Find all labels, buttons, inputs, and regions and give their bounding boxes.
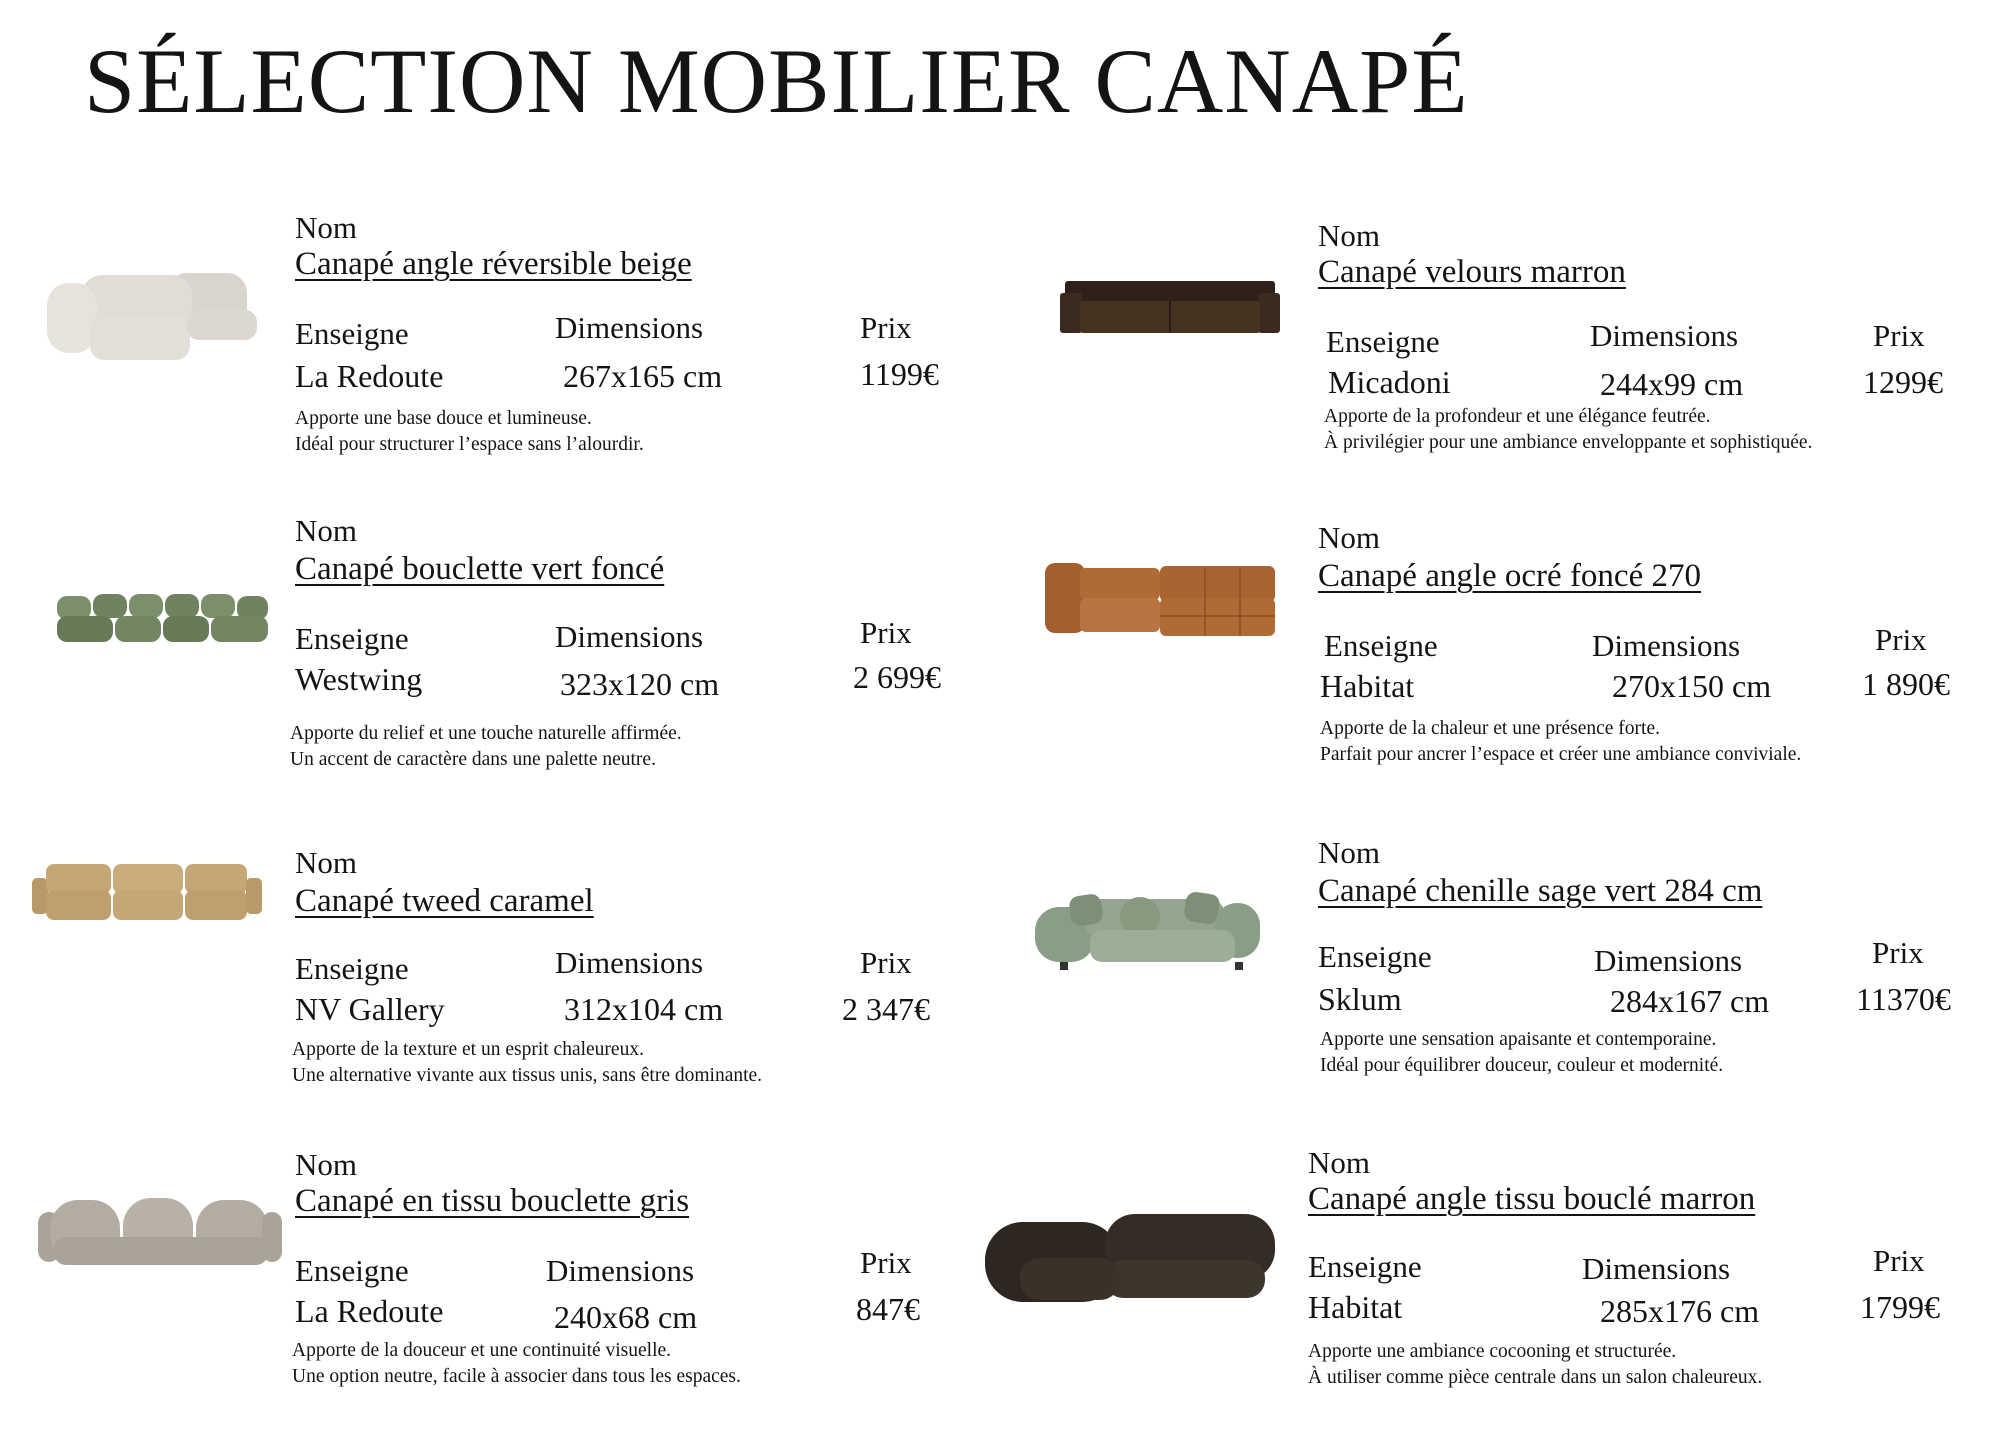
sofa-image [1040,558,1280,638]
product-price: 1799€ [1860,1289,1940,1325]
product-name-link[interactable]: Canapé velours marron [1318,254,1626,290]
product-desc-line-1: Apporte une base douce et lumineuse. [295,408,592,429]
label-price: Prix [1873,1243,1925,1278]
product-desc-line-2: Parfait pour ancrer l’espace et créer une ambiance conviviale. [1320,744,1802,765]
label-name: Nom [1308,1145,1370,1180]
sofa-image [1030,885,1265,975]
page-title: SÉLECTION MOBILIER CANAPÉ [84,30,1469,132]
label-price: Prix [1873,318,1925,353]
label-dimensions: Dimensions [1590,318,1739,353]
product-card-green-boucle-sofa [30,513,941,803]
label-dimensions: Dimensions [1594,943,1743,978]
product-desc-line-1: Apporte de la douceur et une continuité visuelle. [292,1340,672,1361]
product-store: La Redoute [295,358,444,394]
product-desc-line-2: À privilégier pour une ambiance enveloppante et sophistiquée. [1324,432,1813,453]
label-store: Enseigne [295,621,409,656]
product-desc-line-2: À utiliser comme pièce centrale dans un salon chaleureux. [1308,1367,1763,1388]
product-name-link[interactable]: Canapé en tissu bouclette gris [295,1183,690,1219]
label-price: Prix [860,945,912,980]
sofa-image [42,265,282,365]
label-name: Nom [295,513,357,548]
product-price: 847€ [856,1291,920,1327]
product-dimensions: 323x120 cm [560,666,720,702]
label-price: Prix [860,1245,912,1280]
product-name-link[interactable]: Canapé chenille sage vert 284 cm [1318,873,1763,909]
product-dimensions: 267x165 cm [563,358,723,394]
sofa-image [1060,273,1280,343]
product-desc-line-1: Apporte une ambiance cocooning et structurée. [1308,1341,1677,1362]
sofa-image [980,1210,1280,1315]
product-desc-line-1: Apporte de la chaleur et une présence forte. [1320,718,1660,739]
label-dimensions: Dimensions [555,945,704,980]
product-desc-line-2: Un accent de caractère dans une palette neutre. [290,749,656,770]
product-price: 2 347€ [842,991,930,1027]
label-store: Enseigne [295,1253,409,1288]
label-dimensions: Dimensions [546,1253,695,1288]
product-name-link[interactable]: Canapé angle ocré foncé 270 [1318,558,1701,594]
product-store: Micadoni [1328,364,1451,400]
product-store: La Redoute [295,1293,444,1329]
product-dimensions: 285x176 cm [1600,1293,1760,1329]
product-card-ochre-corner-sofa [1040,520,1950,810]
product-card-brown-velvet-sofa [1060,218,1960,508]
product-card-grey-boucle-sofa [30,1147,930,1437]
label-name: Nom [295,845,357,880]
label-name: Nom [1318,835,1380,870]
product-price: 11370€ [1856,981,1951,1017]
label-price: Prix [1872,935,1924,970]
product-store: Sklum [1318,981,1402,1017]
product-dimensions: 284x167 cm [1610,983,1770,1019]
label-price: Prix [1875,622,1927,657]
label-price: Prix [860,310,912,345]
label-name: Nom [295,210,357,245]
label-store: Enseigne [295,951,409,986]
label-store: Enseigne [1324,628,1438,663]
product-store: Habitat [1308,1289,1403,1325]
label-dimensions: Dimensions [1582,1251,1731,1286]
label-price: Prix [860,615,912,650]
label-dimensions: Dimensions [555,619,704,654]
product-desc-line-1: Apporte du relief et une touche naturelle affirmée. [290,723,682,744]
label-store: Enseigne [1308,1249,1422,1284]
product-name-link[interactable]: Canapé angle réversible beige [295,246,692,282]
product-desc-line-1: Apporte de la profondeur et une élégance feutrée. [1324,406,1711,427]
product-dimensions: 244x99 cm [1600,366,1744,402]
product-price: 1 890€ [1862,666,1950,702]
product-card-sage-chenille-sofa [1030,835,1951,1125]
sofa-image [30,860,265,930]
product-price: 1299€ [1863,364,1943,400]
label-dimensions: Dimensions [1592,628,1741,663]
product-desc-line-2: Une alternative vivante aux tissus unis, sans être dominante. [292,1065,763,1086]
product-desc-line-2: Idéal pour structurer l’espace sans l’alourdir. [295,434,644,455]
product-store: Habitat [1320,668,1415,704]
label-store: Enseigne [1326,324,1440,359]
product-store: Westwing [295,661,423,697]
product-price: 1199€ [860,356,939,392]
label-store: Enseigne [1318,939,1432,974]
product-desc-line-2: Une option neutre, facile à associer dans tous les espaces. [292,1366,741,1387]
label-dimensions: Dimensions [555,310,704,345]
product-name-link[interactable]: Canapé tweed caramel [295,883,594,919]
product-card-beige-corner-sofa [30,210,939,500]
sofa-image [38,1192,283,1277]
label-name: Nom [295,1147,357,1182]
product-dimensions: 270x150 cm [1612,668,1772,704]
product-store: NV Gallery [295,991,445,1027]
label-name: Nom [1318,520,1380,555]
sofa-image [55,588,270,648]
label-name: Nom [1318,218,1380,253]
product-name-link[interactable]: Canapé bouclette vert foncé [295,551,665,587]
product-desc-line-2: Idéal pour équilibrer douceur, couleur et modernité. [1320,1055,1724,1076]
product-dimensions: 312x104 cm [564,991,724,1027]
product-card-brown-boucle-sofa [980,1145,1940,1435]
product-dimensions: 240x68 cm [554,1299,698,1335]
product-name-link[interactable]: Canapé angle tissu bouclé marron [1308,1181,1756,1217]
label-store: Enseigne [295,316,409,351]
product-price: 2 699€ [853,659,941,695]
product-card-caramel-tweed-sofa [30,845,930,1135]
product-desc-line-1: Apporte une sensation apaisante et contemporaine. [1320,1029,1717,1050]
product-desc-line-1: Apporte de la texture et un esprit chaleureux. [292,1039,644,1060]
